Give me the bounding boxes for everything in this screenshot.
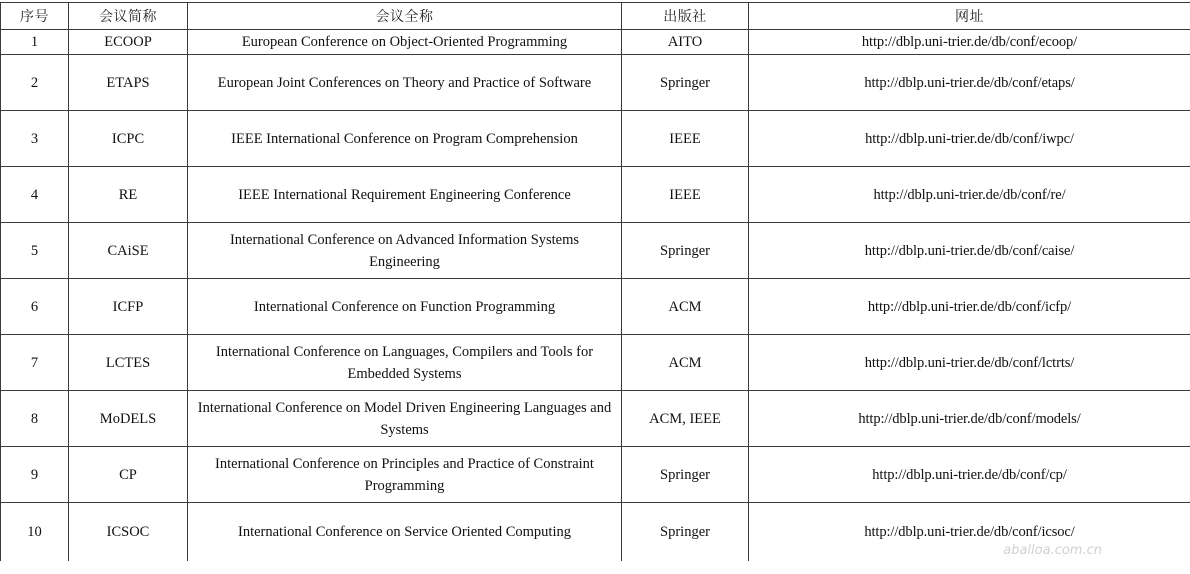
cell-abbr: CAiSE <box>69 223 188 279</box>
cell-abbr: LCTES <box>69 335 188 391</box>
cell-name: International Conference on Function Programming <box>188 279 622 335</box>
cell-name: International Conference on Languages, Compilers and Tools for Embedded Systems <box>188 335 622 391</box>
cell-abbr: RE <box>69 167 188 223</box>
table-row <box>1 279 1190 335</box>
cell-name: International Conference on Service Oriented Computing <box>188 503 622 561</box>
cell-no: 6 <box>1 279 69 335</box>
header-abbr: 会议简称 <box>69 3 188 30</box>
cell-no: 1 <box>1 30 69 55</box>
cell-publisher: ACM, IEEE <box>622 391 749 447</box>
cell-publisher: Springer <box>622 55 749 111</box>
cell-no: 5 <box>1 223 69 279</box>
table-row <box>1 30 1190 55</box>
cell-url[interactable]: http://dblp.uni-trier.de/db/conf/iwpc/ <box>749 111 1190 167</box>
cell-no: 7 <box>1 335 69 391</box>
cell-name: International Conference on Advanced Information Systems Engineering <box>188 223 622 279</box>
table-row <box>1 503 1190 561</box>
cell-name: European Joint Conferences on Theory and Practice of Software <box>188 55 622 111</box>
cell-name: International Conference on Principles and Practice of Constraint Programming <box>188 447 622 503</box>
cell-url[interactable]: http://dblp.uni-trier.de/db/conf/ecoop/ <box>749 30 1190 55</box>
cell-url[interactable]: http://dblp.uni-trier.de/db/conf/caise/ <box>749 223 1190 279</box>
cell-url[interactable]: http://dblp.uni-trier.de/db/conf/cp/ <box>749 447 1190 503</box>
cell-name: IEEE International Conference on Program Comprehension <box>188 111 622 167</box>
cell-no: 10 <box>1 503 69 561</box>
cell-publisher: Springer <box>622 503 749 561</box>
cell-url[interactable]: http://dblp.uni-trier.de/db/conf/icsoc/ <box>749 503 1190 561</box>
table-row <box>1 335 1190 391</box>
cell-abbr: ICSOC <box>69 503 188 561</box>
cell-name: European Conference on Object-Oriented Programming <box>188 30 622 55</box>
table-row <box>1 167 1190 223</box>
cell-publisher: AITO <box>622 30 749 55</box>
header-url: 网址 <box>749 3 1190 30</box>
header-no: 序号 <box>1 3 69 30</box>
cell-abbr: CP <box>69 447 188 503</box>
table-row <box>1 111 1190 167</box>
cell-abbr: ICPC <box>69 111 188 167</box>
cell-publisher: Springer <box>622 447 749 503</box>
cell-publisher: IEEE <box>622 167 749 223</box>
cell-abbr: ETAPS <box>69 55 188 111</box>
cell-no: 9 <box>1 447 69 503</box>
cell-publisher: ACM <box>622 335 749 391</box>
cell-no: 3 <box>1 111 69 167</box>
cell-publisher: IEEE <box>622 111 749 167</box>
cell-no: 4 <box>1 167 69 223</box>
cell-abbr: ICFP <box>69 279 188 335</box>
cell-url[interactable]: http://dblp.uni-trier.de/db/conf/lctrts/ <box>749 335 1190 391</box>
cell-abbr: MoDELS <box>69 391 188 447</box>
header-name: 会议全称 <box>188 3 622 30</box>
cell-url[interactable]: http://dblp.uni-trier.de/db/conf/models/ <box>749 391 1190 447</box>
cell-name: International Conference on Model Driven Engineering Languages and Systems <box>188 391 622 447</box>
header-publisher: 出版社 <box>622 3 749 30</box>
cell-publisher: Springer <box>622 223 749 279</box>
cell-url[interactable]: http://dblp.uni-trier.de/db/conf/etaps/ <box>749 55 1190 111</box>
conference-table <box>0 2 1190 561</box>
table-row <box>1 391 1190 447</box>
cell-url[interactable]: http://dblp.uni-trier.de/db/conf/icfp/ <box>749 279 1190 335</box>
cell-url[interactable]: http://dblp.uni-trier.de/db/conf/re/ <box>749 167 1190 223</box>
cell-publisher: ACM <box>622 279 749 335</box>
watermark-text: aballoa.com.cn <box>1003 543 1102 558</box>
cell-name: IEEE International Requirement Engineering Conference <box>188 167 622 223</box>
header-row <box>1 3 1190 30</box>
cell-no: 2 <box>1 55 69 111</box>
table-row <box>1 223 1190 279</box>
table-row <box>1 55 1190 111</box>
table-row <box>1 447 1190 503</box>
cell-abbr: ECOOP <box>69 30 188 55</box>
cell-no: 8 <box>1 391 69 447</box>
